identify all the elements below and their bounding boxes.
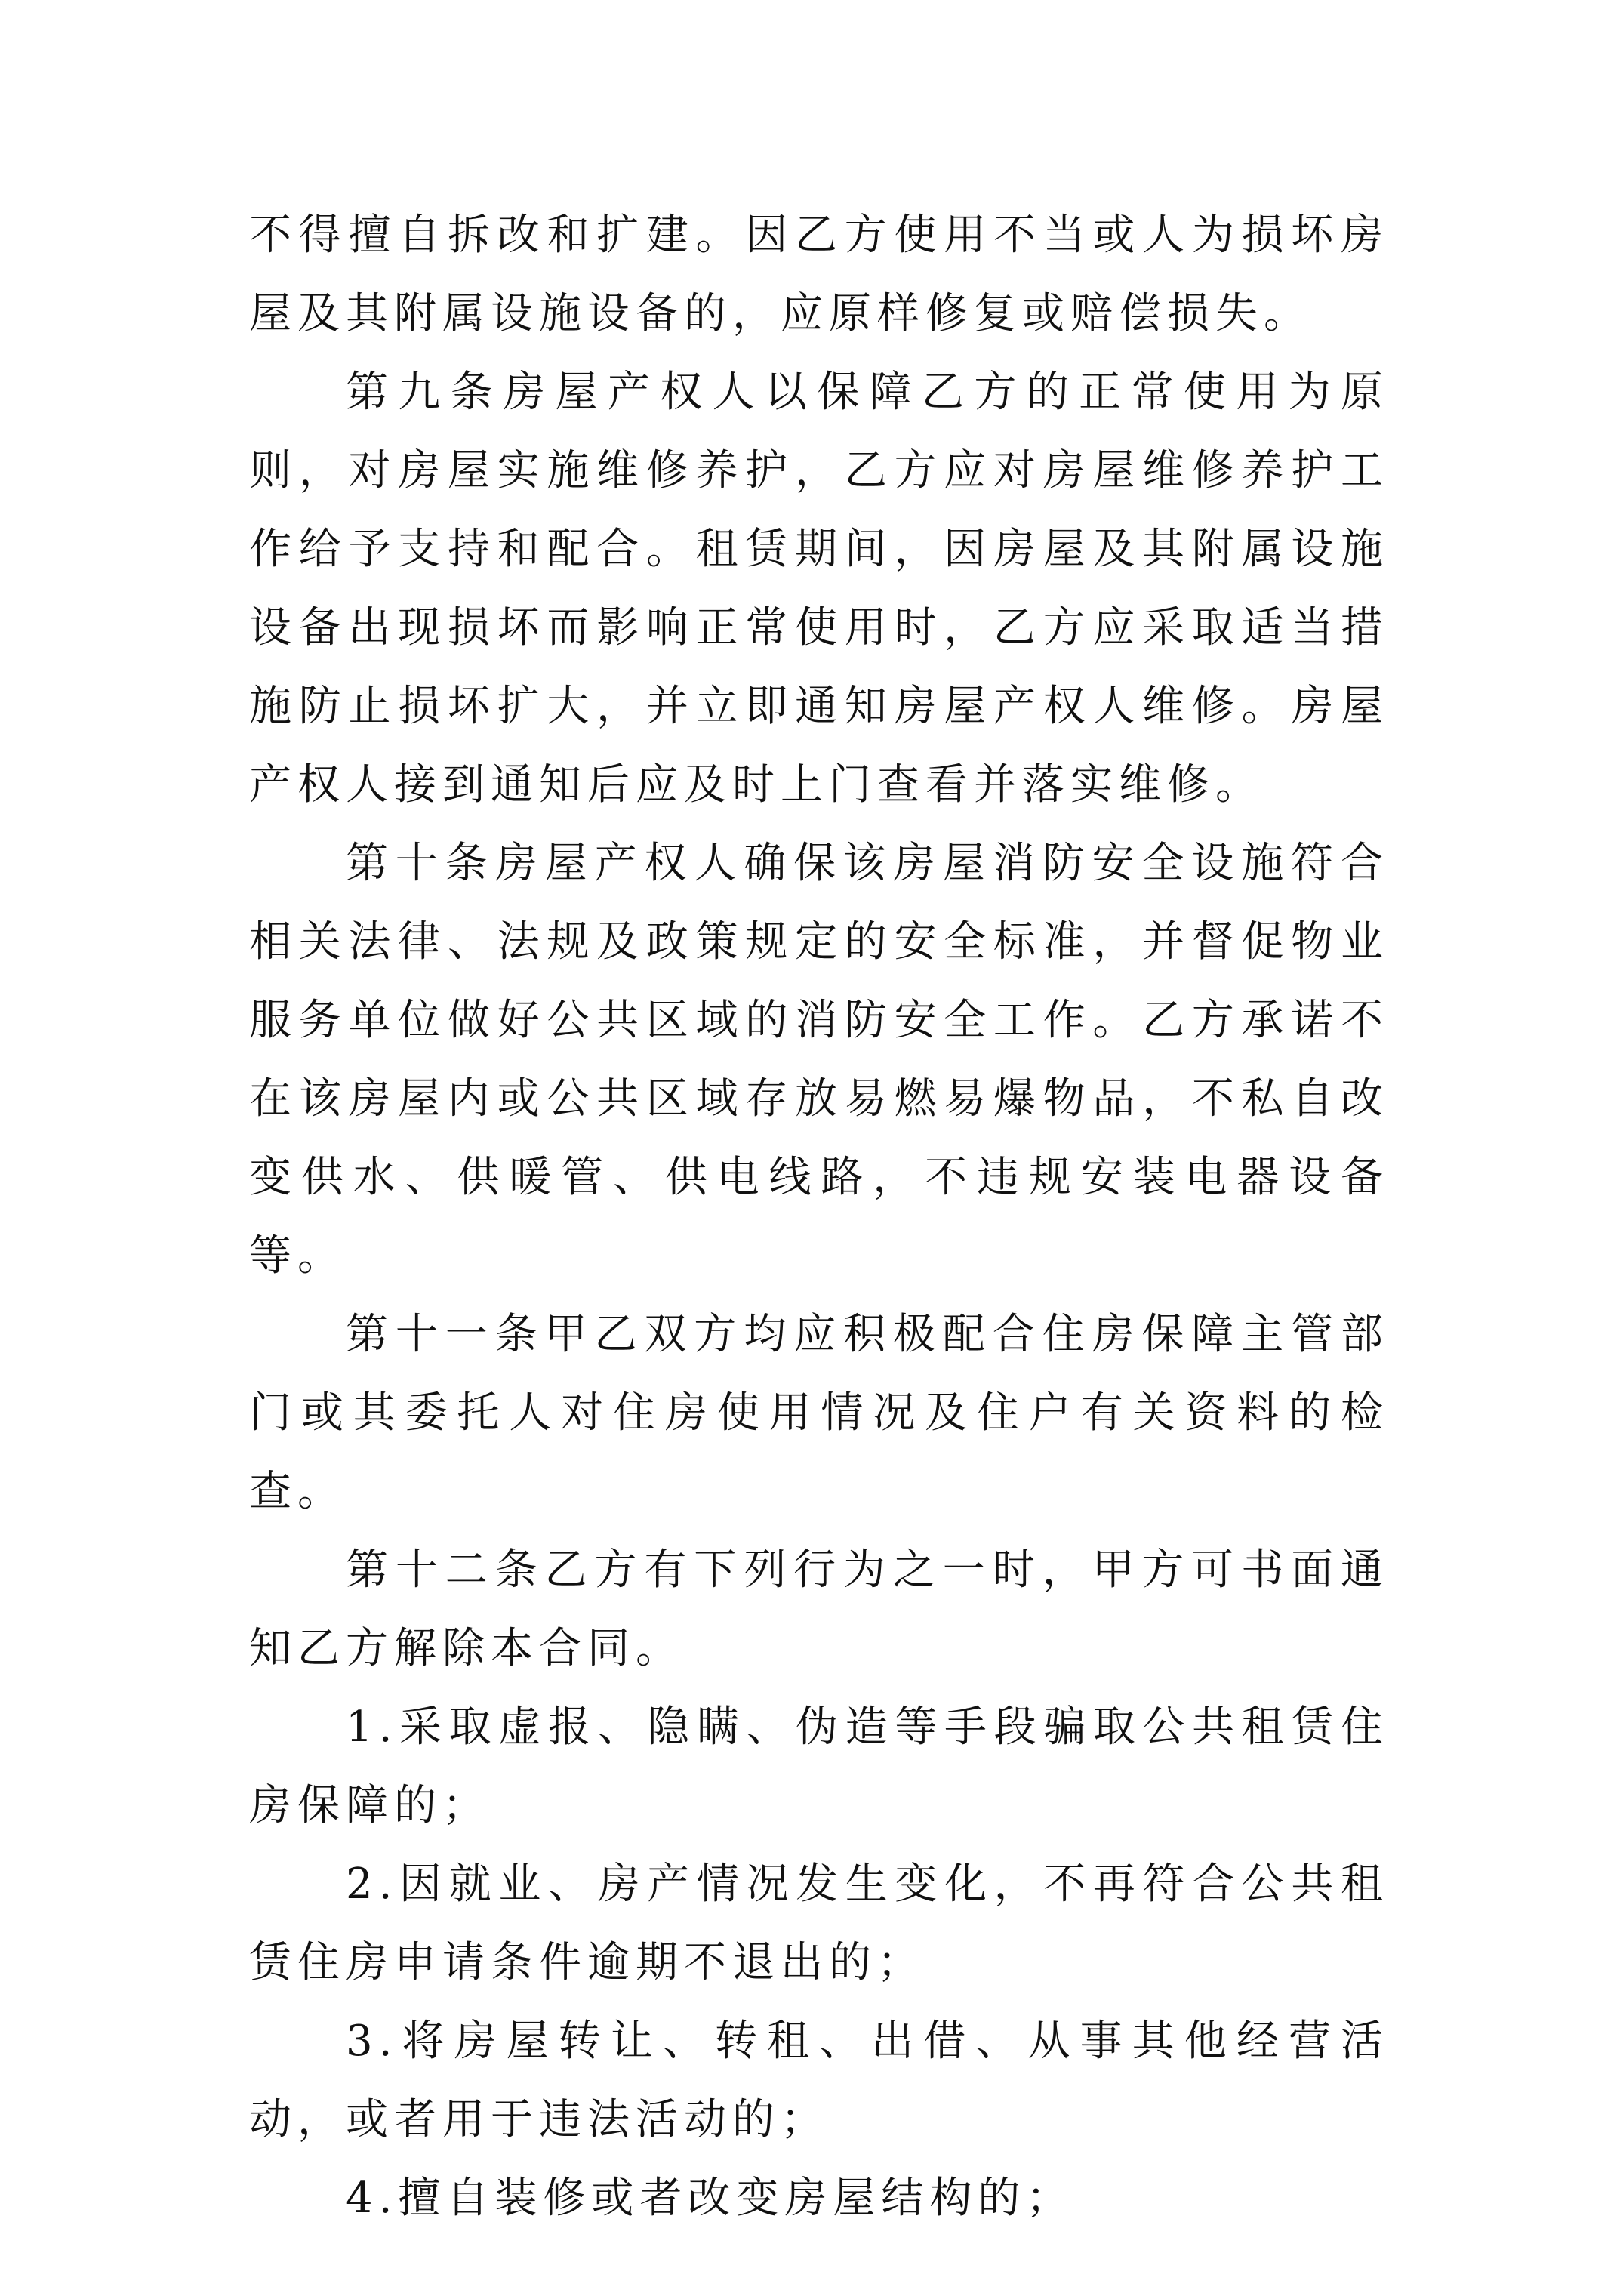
list-item-3: 3.将房屋转让、转租、出借、从事其他经营活动，或者用于违法活动的； xyxy=(249,2017,1389,2144)
paragraph-article-12: 第十二条乙方有下列行为之一时，甲方可书面通知乙方解除本合同。 xyxy=(249,1546,1389,1673)
paragraph-article-11: 第十一条甲乙双方均应积极配合住房保障主管部门或其委托人对住房使用情况及住户有关资料的检查。 xyxy=(249,1310,1389,1516)
document-body xyxy=(249,196,1389,2238)
paragraph-continuation: 不得擅自拆改和扩建。因乙方使用不当或人为损坏房屋及其附属设施设备的，应原样修复或赔偿损失。 xyxy=(249,211,1389,338)
list-item-2: 2.因就业、房产情况发生变化，不再符合公共租赁住房申请条件逾期不退出的； xyxy=(249,1860,1389,1987)
paragraph-article-10: 第十条房屋产权人确保该房屋消防安全设施符合相关法律、法规及政策规定的安全标准，并督促物业服务单位做好公共区域的消防安全工作。乙方承诺不在该房屋内或公共区域存放易燃易爆物品，不私自改变供水、供暖管、供电线路，不违规安装电器设备等。 xyxy=(249,839,1389,1281)
paragraph-article-9: 第九条房屋产权人以保障乙方的正常使用为原则，对房屋实施维修养护，乙方应对房屋维修养护工作给予支持和配合。租赁期间，因房屋及其附属设施设备出现损坏而影响正常使用时，乙方应采取适当措施防止损坏扩大，并立即通知房屋产权人维修。房屋产权人接到通知后应及时上门查看并落实维修。 xyxy=(249,368,1389,809)
list-item-1: 1.采取虚报、隐瞒、伪造等手段骗取公共租赁住房保障的； xyxy=(249,1703,1389,1830)
list-item-4: 4.擅自装修或者改变房屋结构的； xyxy=(346,2174,1075,2223)
